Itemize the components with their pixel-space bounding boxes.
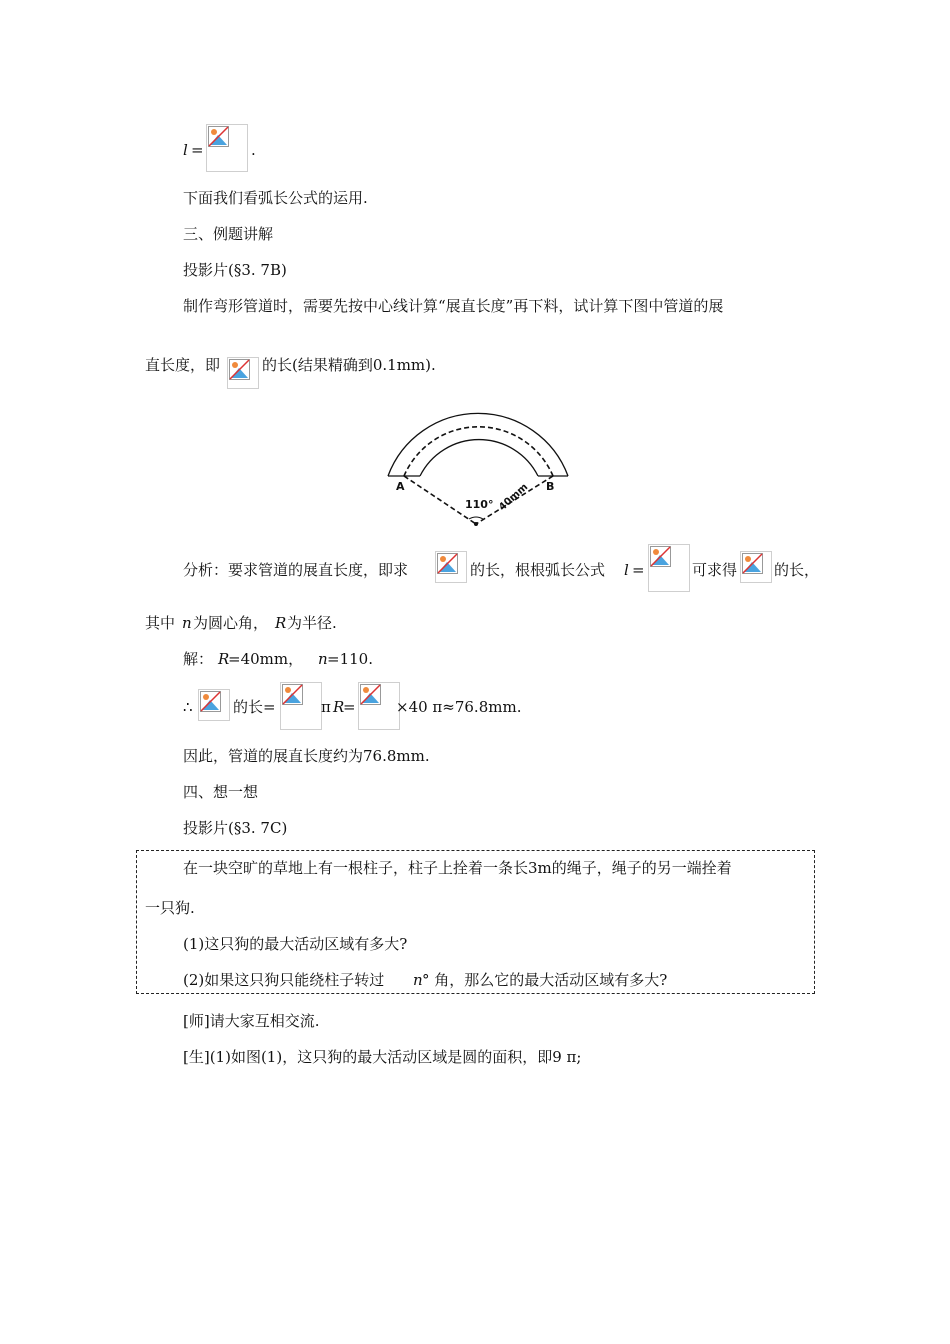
therefore-text-4: ×40 π≈76.8mm. <box>396 698 522 716</box>
solution-n: n <box>318 650 328 668</box>
intro-text: 下面我们看弧长公式的运用. <box>183 189 368 207</box>
solution-text-1: 解： <box>183 650 214 668</box>
broken-image-icon <box>358 682 400 730</box>
where-text-2: 为圆心角， <box>193 614 269 632</box>
teacher-text: [师]请大家互相交流. <box>183 1012 320 1030</box>
analysis-text-2: 的长，根根弧长公式 <box>470 561 606 579</box>
section-title-3: 三、例题讲解 <box>183 225 274 243</box>
therefore-symbol: ∴ <box>183 698 193 716</box>
problem-text-1: 制作弯形管道时，需要先按中心线计算“展直长度”再下料，试计算下图中管道的展 <box>183 297 724 315</box>
broken-image-icon <box>227 357 259 389</box>
broken-image-icon <box>740 551 772 583</box>
box-text-2: 一只狗. <box>145 899 195 917</box>
broken-image-icon <box>435 551 467 583</box>
box-question-2b: ° 角，那么它的最大活动区域有多大? <box>422 971 668 989</box>
therefore-R: R <box>333 698 345 716</box>
box-question-2n: n <box>413 971 423 989</box>
broken-image-icon <box>648 544 690 592</box>
projection-label-b: 投影片(§3. 7B) <box>183 261 287 279</box>
formula-l: l <box>183 141 188 159</box>
therefore-eq: = <box>343 698 356 716</box>
formula-eq: = <box>191 141 204 159</box>
label-b: B <box>546 480 555 493</box>
therefore-text-2: 的长= <box>233 698 276 716</box>
angle-label: 110° <box>465 498 494 511</box>
problem-text-2a: 直长度，即 <box>145 356 221 374</box>
therefore-pi: π <box>321 698 331 716</box>
broken-image-icon <box>206 124 248 172</box>
broken-image-icon <box>198 689 230 721</box>
student-text: [生](1)如图(1)，这只狗的最大活动区域是圆的面积，即9 π; <box>183 1048 582 1066</box>
analysis-text-3: 可求得 <box>692 561 738 579</box>
problem-text-2b: 的长(结果精确到0.1mm). <box>262 356 436 374</box>
conclusion-text: 因此，管道的展直长度约为76.8mm. <box>183 747 430 765</box>
where-text-1: 其中 <box>145 614 176 632</box>
solution-R: R <box>218 650 230 668</box>
box-question-2a: (2)如果这只狗只能绕柱子转过 <box>183 971 385 989</box>
analysis-l: l <box>624 561 629 579</box>
analysis-text-1: 分析：要求管道的展直长度，即求 <box>183 561 409 579</box>
where-R: R <box>275 614 287 632</box>
analysis-eq: = <box>632 561 645 579</box>
broken-image-icon <box>280 682 322 730</box>
projection-label-c: 投影片(§3. 7C) <box>183 819 288 837</box>
where-text-3: 为半径. <box>287 614 337 632</box>
formula-period: . <box>251 141 256 159</box>
pipe-figure <box>385 410 575 534</box>
box-question-1: (1)这只狗的最大活动区域有多大? <box>183 935 408 953</box>
where-n: n <box>182 614 192 632</box>
analysis-text-4: 的长， <box>774 561 820 579</box>
solution-text-3: =110. <box>327 650 373 668</box>
section-title-4: 四、想一想 <box>183 783 259 801</box>
label-a: A <box>396 480 405 493</box>
solution-text-2: =40mm， <box>228 650 304 668</box>
box-text-1: 在一块空旷的草地上有一根柱子，柱子上拴着一条长3m的绳子，绳子的另一端拴着 <box>183 859 732 877</box>
radius-label: 40mm <box>497 481 531 514</box>
